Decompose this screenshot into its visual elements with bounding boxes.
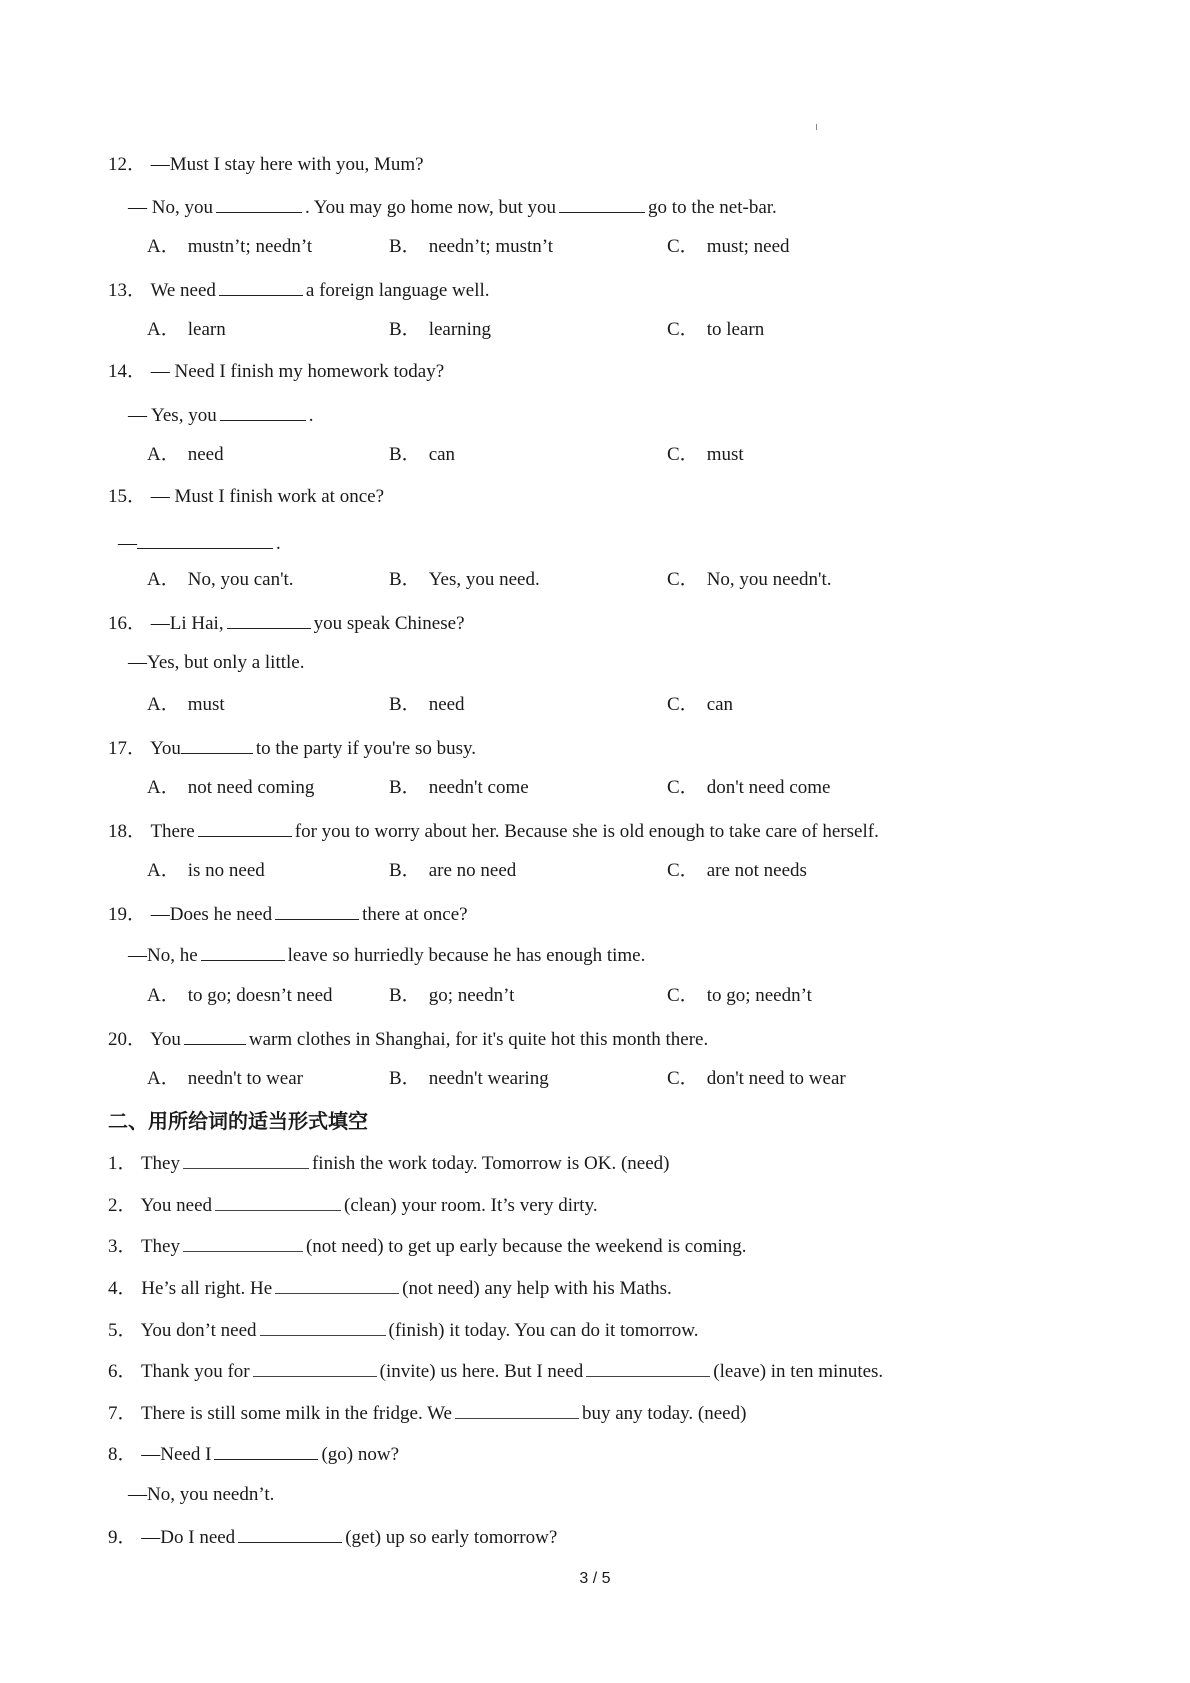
option-c[interactable]: C． must [667, 444, 744, 465]
answer-blank[interactable] [201, 942, 285, 961]
option-a[interactable]: A． learn [147, 319, 226, 340]
answer-blank[interactable] [586, 1358, 710, 1377]
answer-blank[interactable] [219, 277, 303, 296]
fill-item-4: 4． He’s all right. He (not need) any help with his Maths. [108, 1275, 672, 1301]
option-a[interactable]: A． mustn’t; needn’t [147, 236, 313, 257]
question-14-reply: — Yes, you . [128, 402, 313, 428]
answer-blank[interactable] [215, 1192, 341, 1211]
option-a[interactable]: A． to go; doesn’t need [147, 985, 333, 1006]
answer-blank[interactable] [137, 530, 273, 549]
option-c[interactable]: C． to go; needn’t [667, 985, 812, 1006]
question-19: 19． —Does he need there at once? [108, 901, 468, 927]
answer-blank[interactable] [260, 1317, 386, 1336]
fill-item-3: 3． They (not need) to get up early because the weekend is coming. [108, 1233, 747, 1259]
answer-blank[interactable] [181, 735, 253, 754]
answer-blank[interactable] [183, 1150, 309, 1169]
question-12-reply: — No, you . You may go home now, but you go to the net-bar. [128, 194, 777, 220]
option-a[interactable]: A． must [147, 694, 225, 715]
answer-blank[interactable] [184, 1026, 246, 1045]
answer-blank[interactable] [198, 818, 292, 837]
option-a[interactable]: A． need [147, 444, 224, 465]
option-b[interactable]: B． are no need [389, 860, 517, 881]
question-13: 13． We need a foreign language well. [108, 277, 490, 303]
option-c[interactable]: C． must; need [667, 236, 790, 257]
option-b[interactable]: B． needn't wearing [389, 1068, 549, 1089]
question-16: 16． —Li Hai, you speak Chinese? [108, 610, 465, 636]
answer-blank[interactable] [275, 1275, 399, 1294]
fill-item-9: 9． —Do I need (get) up so early tomorrow? [108, 1524, 557, 1550]
fill-item-7: 7． There is still some milk in the fridge. We buy any today. (need) [108, 1400, 746, 1426]
option-b[interactable]: B． needn't come [389, 777, 529, 798]
option-a[interactable]: A． is no need [147, 860, 265, 881]
option-c[interactable]: C． to learn [667, 319, 765, 340]
option-b[interactable]: B． Yes, you need. [389, 569, 540, 590]
section-title: 二、用所给词的适当形式填空 [108, 1109, 368, 1133]
option-c[interactable]: C． don't need to wear [667, 1068, 846, 1089]
answer-blank[interactable] [220, 402, 306, 421]
answer-blank[interactable] [275, 901, 359, 920]
answer-blank[interactable] [455, 1400, 579, 1419]
answer-blank[interactable] [216, 194, 302, 213]
option-b[interactable]: B． can [389, 444, 456, 465]
question-18: 18． There for you to worry about her. Because she is old enough to take care of herself. [108, 818, 879, 844]
answer-blank[interactable] [559, 194, 645, 213]
fill-item-5: 5． You don’t need (finish) it today. You can do it tomorrow. [108, 1317, 698, 1343]
option-b[interactable]: B． needn’t; mustn’t [389, 236, 554, 257]
answer-blank[interactable] [238, 1524, 342, 1543]
fill-item-8-reply: —No, you needn’t. [128, 1484, 275, 1505]
question-16-reply: —Yes, but only a little. [128, 652, 305, 673]
question-17: 17． You to the party if you're so busy. [108, 735, 476, 761]
fill-item-8: 8． —Need I (go) now? [108, 1441, 399, 1467]
option-b[interactable]: B． learning [389, 319, 491, 340]
option-c[interactable]: C． can [667, 694, 734, 715]
answer-blank[interactable] [253, 1358, 377, 1377]
question-19-reply: —No, he leave so hurriedly because he has enough time. [128, 942, 645, 968]
option-b[interactable]: B． go; needn’t [389, 985, 515, 1006]
option-b[interactable]: B． need [389, 694, 465, 715]
answer-blank[interactable] [214, 1441, 318, 1460]
option-a[interactable]: A． needn't to wear [147, 1068, 303, 1089]
stray-mark [816, 124, 817, 130]
option-c[interactable]: C． No, you needn't. [667, 569, 832, 590]
fill-item-2: 2． You need (clean) your room. It’s very dirty. [108, 1192, 598, 1218]
answer-blank[interactable] [227, 610, 311, 629]
option-a[interactable]: A． No, you can't. [147, 569, 294, 590]
answer-blank[interactable] [183, 1233, 303, 1252]
question-12: 12． —Must I stay here with you, Mum? [108, 154, 424, 175]
option-c[interactable]: C． are not needs [667, 860, 807, 881]
question-20: 20． You warm clothes in Shanghai, for it's quite hot this month there. [108, 1026, 708, 1052]
fill-item-1: 1． They finish the work today. Tomorrow is OK. (need) [108, 1150, 669, 1176]
option-a[interactable]: A． not need coming [147, 777, 315, 798]
fill-item-6: 6． Thank you for (invite) us here. But I need (leave) in ten minutes. [108, 1358, 883, 1384]
option-c[interactable]: C． don't need come [667, 777, 831, 798]
question-15: 15． — Must I finish work at once? [108, 486, 384, 507]
question-14: 14． — Need I finish my homework today? [108, 361, 445, 382]
page-number: 3 / 5 [579, 1570, 611, 1587]
question-15-reply: — . [118, 530, 281, 556]
